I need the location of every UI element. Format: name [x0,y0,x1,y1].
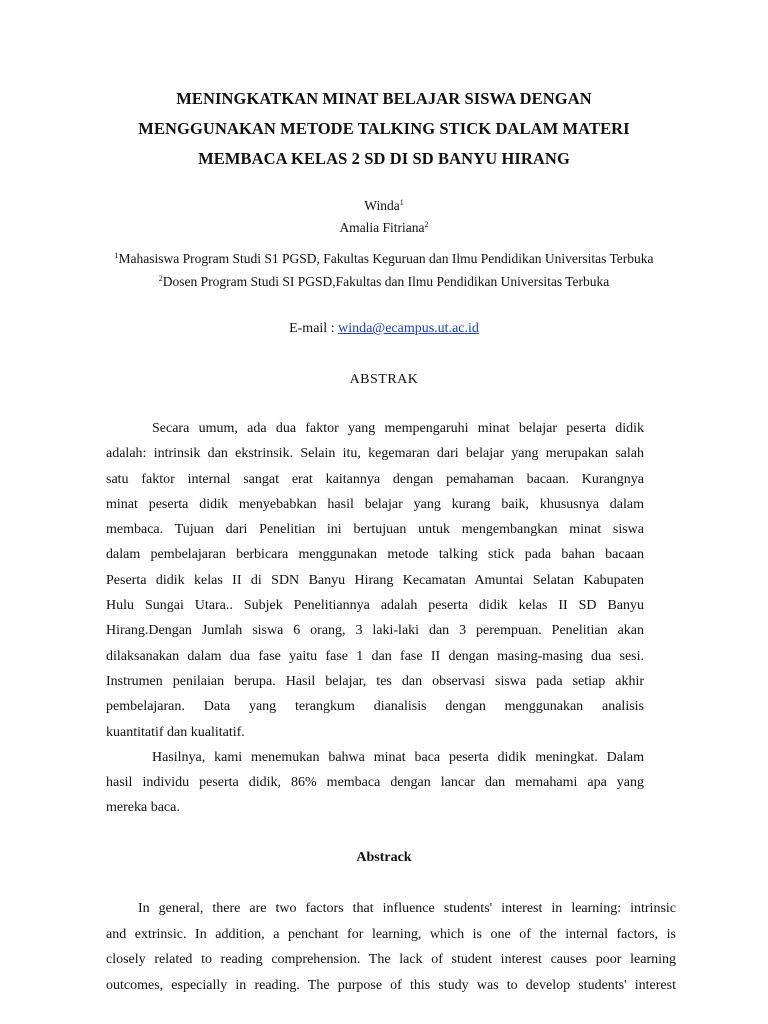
author-1 [60,197,708,215]
text-line: closely related to reading comprehension. The lack of student interest causes poor learning [106,952,676,967]
abstract-id-paragraph-1 [106,416,644,821]
text-line: dalam pembelajaran berbicara menggunakan metode talking stick pada bahan bacaan [106,547,644,563]
abstract-heading-en: Abstrack [356,850,412,865]
text-line: satu faktor internal sangat erat kaitannya dengan pemahaman bacaan. Kurangnya [106,471,644,487]
text-line: minat peserta didik menyebabkan hasil belajar yang kurang baik, khususnya dalam [106,496,644,512]
title-line-3: MEMBACA KELAS 2 SD DI SD BANYU HIRANG [198,149,570,168]
text-line: and extrinsic. In addition, a penchant for learning, which is one of the internal factors, is [106,926,676,942]
title-line-2: MENGGUNAKAN METODE TALKING STICK DALAM MATERI [138,119,630,138]
author-2 [60,219,708,237]
paper-title [60,84,708,174]
text-line: kuantitatif dan kualitatif. [106,724,245,740]
text-line: Hulu Sungai Utara.. Subjek Penelitiannya adalah peserta didik kelas II SD Banyu [106,598,644,614]
author-mark: 2 [424,220,429,229]
text-line: Secara umum, ada dua faktor yang mempengaruhi minat belajar peserta didik [152,421,644,436]
text-line: In general, there are two factors that influence students' interest in learning: intrinsic [138,901,676,916]
affiliation-mark: 1 [114,251,119,260]
text-line: Hirang.Dengan Jumlah siswa 6 orang, 3 laki-laki dan 3 perempuan. Penelitian akan [106,623,644,639]
abstract-heading-id: ABSTRAK [349,372,419,387]
abstract-en-paragraph-1 [106,896,676,998]
email-line [60,320,708,338]
email-link[interactable]: winda@ecampus.ut.ac.id [338,321,479,336]
text-line: Hasilnya, kami menemukan bahwa minat baca peserta didik meningkat. Dalam [152,749,644,765]
title-line-1: MENINGKATKAN MINAT BELAJAR SISWA DENGAN [176,89,592,108]
author-name: Winda [364,198,400,213]
text-line: pembelajaran. Data yang terangkum dianalisis dengan menggunakan analisis [106,699,644,715]
affiliation-2 [60,273,708,291]
text-line: hasil individu peserta didik, 86% membaca dengan lancar dan memahami apa yang [106,775,644,791]
author-name: Amalia Fitriana [339,220,425,235]
affiliation-mark: 2 [158,274,163,283]
text-line: mereka baca. [106,800,180,816]
text-line: membaca. Tujuan dari Penelitian ini bertujuan untuk mengembangkan minat siswa [106,522,644,538]
text-line: outcomes, especially in reading. The purpose of this study was to develop students' interest [106,977,676,993]
affiliation-text: Dosen Program Studi SI PGSD,Fakultas dan Ilmu Pendidikan Universitas Terbuka [162,274,610,289]
text-line: adalah: intrinsik dan ekstrinsik. Selain itu, kegemaran dari belajar yang merupakan salah [106,446,644,462]
email-label: E-mail : [289,321,339,336]
text-line: Instrumen penilaian berupa. Hasil belajar, tes dan observasi siswa pada setiap akhir [106,673,644,689]
text-line: dilaksanakan dalam dua fase yaitu fase 1 dan fase II dengan masing-masing dua sesi. [106,648,644,664]
affiliation-1 [60,250,708,268]
author-mark: 1 [399,198,404,207]
text-line: Peserta didik kelas II di SDN Banyu Hirang Kecamatan Amuntai Selatan Kabupaten [106,572,644,588]
affiliation-text: Mahasiswa Program Studi S1 PGSD, Fakultas Keguruan dan Ilmu Pendidikan Universitas Terbuka [118,251,654,266]
